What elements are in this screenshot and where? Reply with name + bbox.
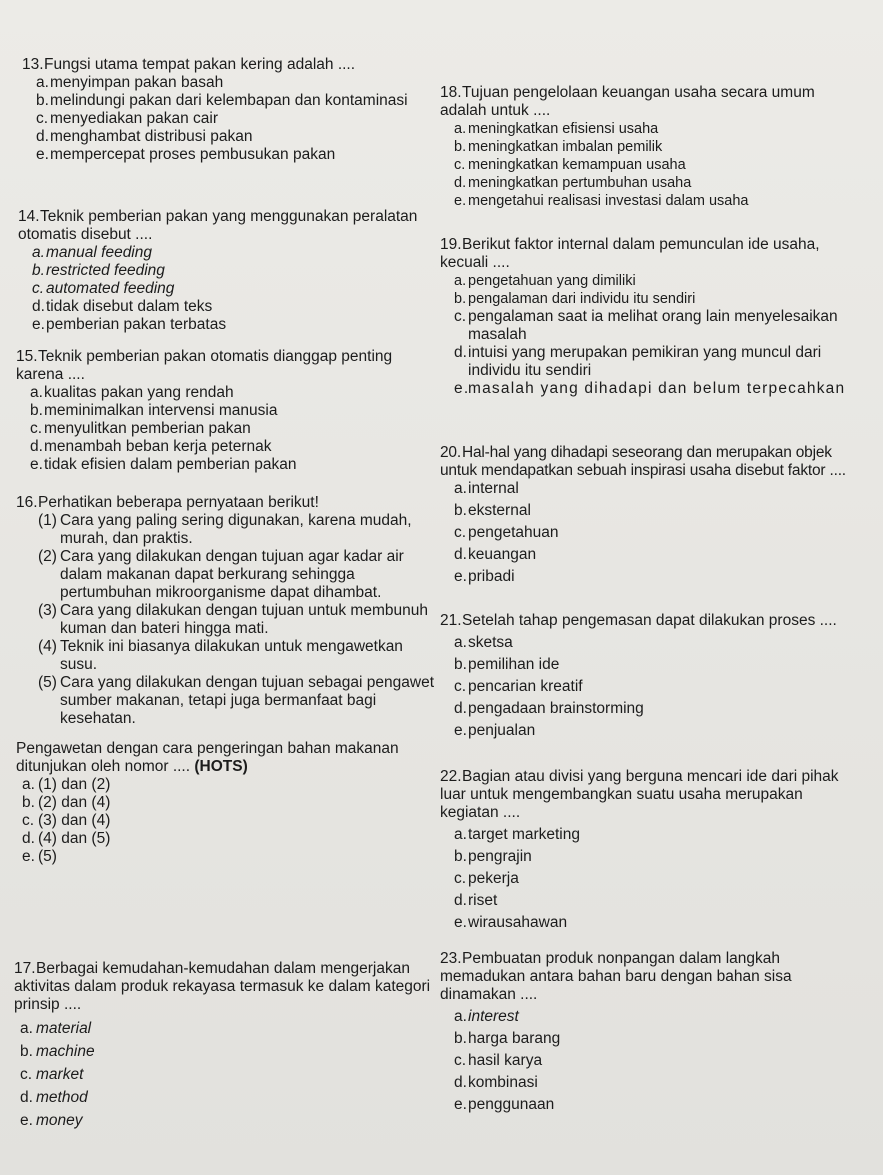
option-d: d. pengadaan brainstorming: [454, 700, 644, 717]
question-20: [440, 444, 865, 586]
hots-label: (HOTS): [194, 758, 248, 775]
question-stem: Hal-hal yang dihadapi seseorang dan merupakan objek untuk mendapatkan sebuah inspirasi usaha disebut faktor ....: [440, 444, 846, 479]
question-stem: Perhatikan beberapa pernyataan berikut!: [38, 494, 319, 511]
option-a: a. meningkatkan efisiensi usaha: [454, 121, 659, 137]
option-a: a. material: [20, 1020, 92, 1037]
question-23: [440, 950, 865, 1114]
question-13: [22, 56, 442, 164]
option-c: c. meningkatkan kemampuan usaha: [454, 157, 686, 173]
question-14: [18, 208, 442, 334]
question-stem: Tujuan pengelolaan keuangan usaha secara umum adalah untuk ....: [440, 84, 815, 119]
option-e: e. (5): [22, 848, 57, 865]
option-c: c. pengalaman saat ia melihat orang lain menyelesaikan masalah: [454, 308, 838, 343]
question-stem: Teknik pemberian pakan otomatis dianggap penting karena ....: [16, 348, 393, 383]
option-e: e. money: [20, 1112, 83, 1129]
question-stem: Pembuatan produk nonpangan dalam langkah memadukan antara bahan baru dengan bahan sisa dinamakan ....: [440, 950, 792, 1003]
statement-4: (4) Teknik ini biasanya dilakukan untuk mengawetkan susu.: [38, 638, 403, 673]
option-e: e. masalah yang dihadapi dan belum terpecahkan: [454, 380, 846, 397]
question-21: [440, 612, 865, 740]
statement-2: (2) Cara yang dilakukan dengan tujuan agar kadar air dalam makanan dapat berkurang sehingga pertumbuhan mikroorganisme dapat dihambat.: [38, 548, 404, 601]
option-e: e. mengetahui realisasi investasi dalam usaha: [454, 193, 749, 209]
question-stem: Berikut faktor internal dalam pemunculan ide usaha, kecuali ....: [440, 236, 820, 271]
question-number: 21.: [440, 612, 462, 629]
question-18: [440, 84, 865, 210]
question-19: [440, 236, 865, 398]
question-22: [440, 768, 865, 932]
option-c: c. menyulitkan pemberian pakan: [30, 420, 251, 437]
option-d: d. meningkatkan pertumbuhan usaha: [454, 175, 692, 191]
option-b: b. harga barang: [454, 1030, 561, 1047]
statement-1: (1) Cara yang paling sering digunakan, karena mudah, murah, dan praktis.: [38, 512, 412, 547]
option-e: e. tidak efisien dalam pemberian pakan: [30, 456, 297, 473]
question-number: 16.: [16, 494, 38, 511]
option-c: c. (3) dan (4): [22, 812, 111, 829]
option-d: d. method: [20, 1089, 88, 1106]
option-e: e. pribadi: [454, 568, 515, 585]
statement-3: (3) Cara yang dilakukan dengan tujuan untuk membunuh kuman dan bateri hingga mati.: [38, 602, 428, 637]
question-stem: Teknik pemberian pakan yang menggunakan peralatan otomatis disebut ....: [18, 208, 418, 243]
statement-5: (5) Cara yang dilakukan dengan tujuan sebagai pengawet sumber makanan, tetapi juga bermanfaat bagi kesehatan.: [38, 674, 435, 727]
question-number: 19.: [440, 236, 462, 253]
question-number: 20.: [440, 444, 461, 461]
option-d: d. riset: [454, 892, 498, 909]
question-number: 18.: [440, 84, 462, 101]
option-c: c. automated feeding: [32, 280, 175, 297]
question-17: [14, 960, 442, 1130]
option-d: d. intuisi yang merupakan pemikiran yang muncul dari individu itu sendiri: [454, 344, 822, 379]
option-a: a. target marketing: [454, 826, 580, 843]
option-a: a. kualitas pakan yang rendah: [30, 384, 234, 401]
question-number: 17.: [14, 960, 36, 977]
option-c: c. pekerja: [454, 870, 519, 887]
option-b: b. (2) dan (4): [22, 794, 111, 811]
option-b: b. pengalaman dari individu itu sendiri: [454, 291, 696, 307]
option-b: b. pengrajin: [454, 848, 532, 865]
option-b: b. pemilihan ide: [454, 656, 560, 673]
option-b: b. meningkatkan imbalan pemilik: [454, 139, 663, 155]
option-a: a. interest: [454, 1008, 519, 1025]
option-e: e. wirausahawan: [454, 914, 568, 931]
option-b: b. eksternal: [454, 502, 531, 519]
question-stem: Bagian atau divisi yang berguna mencari ide dari pihak luar untuk mengembangkan suatu usaha merupakan kegiatan ....: [440, 768, 839, 821]
option-d: d. (4) dan (5): [22, 830, 111, 847]
option-d: d. kombinasi: [454, 1074, 538, 1091]
question-number: 13.: [22, 56, 44, 73]
option-c: c. menyediakan pakan cair: [36, 110, 219, 127]
question-prompt: Pengawetan dengan cara pengeringan bahan makanan ditunjukan oleh nomor .... (HOTS): [16, 740, 399, 775]
option-b: b. melindungi pakan dari kelembapan dan kontaminasi: [36, 92, 408, 109]
question-number: 22.: [440, 768, 462, 785]
option-d: d. menambah beban kerja peternak: [30, 438, 272, 455]
option-e: e. penjualan: [454, 722, 536, 739]
option-a: a. pengetahuan yang dimiliki: [454, 273, 636, 289]
option-c: c. pencarian kreatif: [454, 678, 583, 695]
option-b: b. restricted feeding: [32, 262, 165, 279]
option-b: b. meminimalkan intervensi manusia: [30, 402, 278, 419]
option-a: a. sketsa: [454, 634, 513, 651]
option-e: e. mempercepat proses pembusukan pakan: [36, 146, 336, 163]
question-number: 23.: [440, 950, 462, 967]
option-a: a. (1) dan (2): [22, 776, 111, 793]
option-c: c. market: [20, 1066, 84, 1083]
option-d: d. tidak disebut dalam teks: [32, 298, 213, 315]
option-a: a. manual feeding: [32, 244, 152, 261]
option-d: d. menghambat distribusi pakan: [36, 128, 253, 145]
option-c: c. pengetahuan: [454, 524, 559, 541]
option-e: e. penggunaan: [454, 1096, 555, 1113]
question-15: [16, 348, 442, 474]
question-stem: Berbagai kemudahan-kemudahan dalam mengerjakan aktivitas dalam produk rekayasa termasuk ke dalam kategori prinsip ....: [14, 960, 431, 1013]
option-d: d. keuangan: [454, 546, 537, 563]
question-number: 14.: [18, 208, 40, 225]
option-b: b. machine: [20, 1043, 95, 1060]
option-a: a. menyimpan pakan basah: [36, 74, 224, 91]
question-16: [16, 494, 442, 866]
option-e: e. pemberian pakan terbatas: [32, 316, 227, 333]
question-stem: Setelah tahap pengemasan dapat dilakukan proses ....: [462, 612, 837, 629]
option-c: c. hasil karya: [454, 1052, 543, 1069]
option-a: a. internal: [454, 480, 519, 497]
question-number: 15.: [16, 348, 38, 365]
question-stem: Fungsi utama tempat pakan kering adalah ....: [44, 56, 356, 73]
